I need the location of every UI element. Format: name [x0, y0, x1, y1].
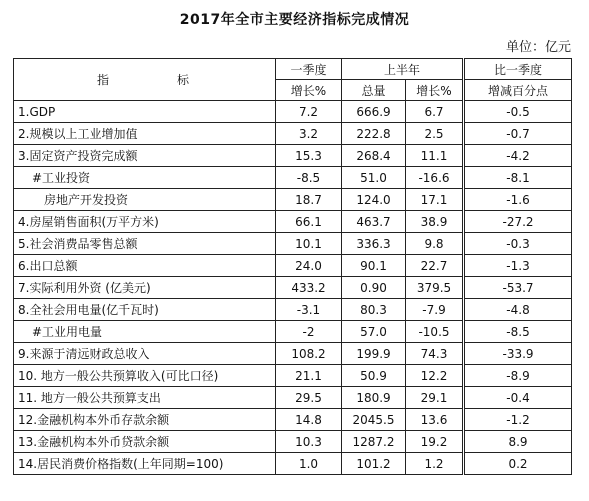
table-row	[14, 145, 572, 167]
row-h1-total: 124.0	[342, 189, 406, 211]
row-h1-total: 80.3	[342, 299, 406, 321]
row-indicator-name: 5.社会消费品零售总额	[14, 233, 276, 255]
row-h1-growth: 1.2	[406, 453, 464, 475]
row-vs-q1: -8.1	[464, 167, 572, 189]
row-h1-growth: -7.9	[406, 299, 464, 321]
row-h1-total: 180.9	[342, 387, 406, 409]
row-indicator-name: #工业用电量	[14, 321, 276, 343]
row-indicator-name: 7.实际利用外资 (亿美元)	[14, 277, 276, 299]
row-vs-q1: -8.5	[464, 321, 572, 343]
row-h1-growth: -10.5	[406, 321, 464, 343]
table-row	[14, 189, 572, 211]
row-q1-growth: 66.1	[276, 211, 342, 233]
header-h1: 上半年	[342, 59, 464, 80]
row-h1-total: 57.0	[342, 321, 406, 343]
indicators-table	[13, 58, 572, 475]
row-indicator-name: #工业投资	[14, 167, 276, 189]
row-indicator-name: 10. 地方一般公共预算收入(可比口径)	[14, 365, 276, 387]
row-indicator-name: 9.来源于清远财政总收入	[14, 343, 276, 365]
row-h1-total: 0.90	[342, 277, 406, 299]
row-h1-total: 1287.2	[342, 431, 406, 453]
header-h1-growth: 增长%	[406, 80, 464, 101]
row-indicator-name: 3.固定资产投资完成额	[14, 145, 276, 167]
row-vs-q1: -53.7	[464, 277, 572, 299]
row-q1-growth: 1.0	[276, 453, 342, 475]
row-q1-growth: 24.0	[276, 255, 342, 277]
row-q1-growth: 21.1	[276, 365, 342, 387]
table-row	[14, 167, 572, 189]
row-q1-growth: 10.1	[276, 233, 342, 255]
row-indicator-name: 4.房屋销售面积(万平方米)	[14, 211, 276, 233]
row-vs-q1: 8.9	[464, 431, 572, 453]
row-vs-q1: -8.9	[464, 365, 572, 387]
header-vs-q1: 比一季度	[464, 59, 572, 80]
row-h1-total: 222.8	[342, 123, 406, 145]
table-row	[14, 453, 572, 475]
row-indicator-name: 房地产开发投资	[14, 189, 276, 211]
row-h1-growth: 74.3	[406, 343, 464, 365]
row-vs-q1: -1.2	[464, 409, 572, 431]
row-h1-growth: 22.7	[406, 255, 464, 277]
row-vs-q1: -4.8	[464, 299, 572, 321]
table-row	[14, 101, 572, 123]
header-indicator: 指 标	[14, 59, 276, 101]
row-indicator-name: 12.金融机构本外币存款余额	[14, 409, 276, 431]
row-h1-total: 199.9	[342, 343, 406, 365]
row-h1-growth: 11.1	[406, 145, 464, 167]
row-h1-total: 2045.5	[342, 409, 406, 431]
unit-label: 单位：亿元	[505, 40, 571, 55]
table-row	[14, 431, 572, 453]
row-q1-growth: -8.5	[276, 167, 342, 189]
row-indicator-name: 2.规模以上工业增加值	[14, 123, 276, 145]
row-q1-growth: 15.3	[276, 145, 342, 167]
row-vs-q1: 0.2	[464, 453, 572, 475]
table-row	[14, 365, 572, 387]
row-h1-growth: 9.8	[406, 233, 464, 255]
row-q1-growth: 14.8	[276, 409, 342, 431]
row-indicator-name: 6.出口总额	[14, 255, 276, 277]
table-row	[14, 409, 572, 431]
row-h1-growth: 38.9	[406, 211, 464, 233]
table-row	[14, 343, 572, 365]
row-h1-total: 268.4	[342, 145, 406, 167]
row-h1-growth: 6.7	[406, 101, 464, 123]
header-h1-total: 总量	[342, 80, 406, 101]
table-row	[14, 255, 572, 277]
row-h1-growth: 2.5	[406, 123, 464, 145]
row-q1-growth: 108.2	[276, 343, 342, 365]
row-h1-growth: 17.1	[406, 189, 464, 211]
row-h1-total: 336.3	[342, 233, 406, 255]
table-header	[14, 59, 572, 101]
row-vs-q1: -0.5	[464, 101, 572, 123]
table-row	[14, 299, 572, 321]
row-h1-total: 666.9	[342, 101, 406, 123]
row-q1-growth: 29.5	[276, 387, 342, 409]
row-indicator-name: 1.GDP	[14, 101, 276, 123]
row-vs-q1: -27.2	[464, 211, 572, 233]
row-h1-growth: 379.5	[406, 277, 464, 299]
row-h1-total: 101.2	[342, 453, 406, 475]
row-vs-q1: -33.9	[464, 343, 572, 365]
row-h1-total: 463.7	[342, 211, 406, 233]
table-row	[14, 277, 572, 299]
row-h1-total: 50.9	[342, 365, 406, 387]
row-q1-growth: 3.2	[276, 123, 342, 145]
row-h1-growth: -16.6	[406, 167, 464, 189]
row-h1-total: 51.0	[342, 167, 406, 189]
row-h1-growth: 19.2	[406, 431, 464, 453]
table-row	[14, 387, 572, 409]
row-vs-q1: -0.7	[464, 123, 572, 145]
header-vs-q1-sub: 增减百分点	[464, 80, 572, 101]
row-q1-growth: -3.1	[276, 299, 342, 321]
page-title: 2017年全市主要经济指标完成情况	[179, 12, 410, 28]
row-indicator-name: 11. 地方一般公共预算支出	[14, 387, 276, 409]
row-vs-q1: -0.4	[464, 387, 572, 409]
table-row	[14, 211, 572, 233]
row-vs-q1: -1.3	[464, 255, 572, 277]
row-h1-growth: 12.2	[406, 365, 464, 387]
table-row	[14, 321, 572, 343]
row-q1-growth: 18.7	[276, 189, 342, 211]
row-vs-q1: -1.6	[464, 189, 572, 211]
table-body	[14, 101, 572, 475]
row-vs-q1: -0.3	[464, 233, 572, 255]
row-h1-growth: 13.6	[406, 409, 464, 431]
row-indicator-name: 13.金融机构本外币贷款余额	[14, 431, 276, 453]
row-q1-growth: 7.2	[276, 101, 342, 123]
row-h1-growth: 29.1	[406, 387, 464, 409]
header-q1: 一季度	[276, 59, 342, 80]
row-q1-growth: -2	[276, 321, 342, 343]
table-row	[14, 123, 572, 145]
row-vs-q1: -4.2	[464, 145, 572, 167]
row-indicator-name: 14.居民消费价格指数(上年同期=100)	[14, 453, 276, 475]
table-row	[14, 233, 572, 255]
row-indicator-name: 8.全社会用电量(亿千瓦时)	[14, 299, 276, 321]
row-q1-growth: 433.2	[276, 277, 342, 299]
row-h1-total: 90.1	[342, 255, 406, 277]
header-q1-growth: 增长%	[276, 80, 342, 101]
row-q1-growth: 10.3	[276, 431, 342, 453]
